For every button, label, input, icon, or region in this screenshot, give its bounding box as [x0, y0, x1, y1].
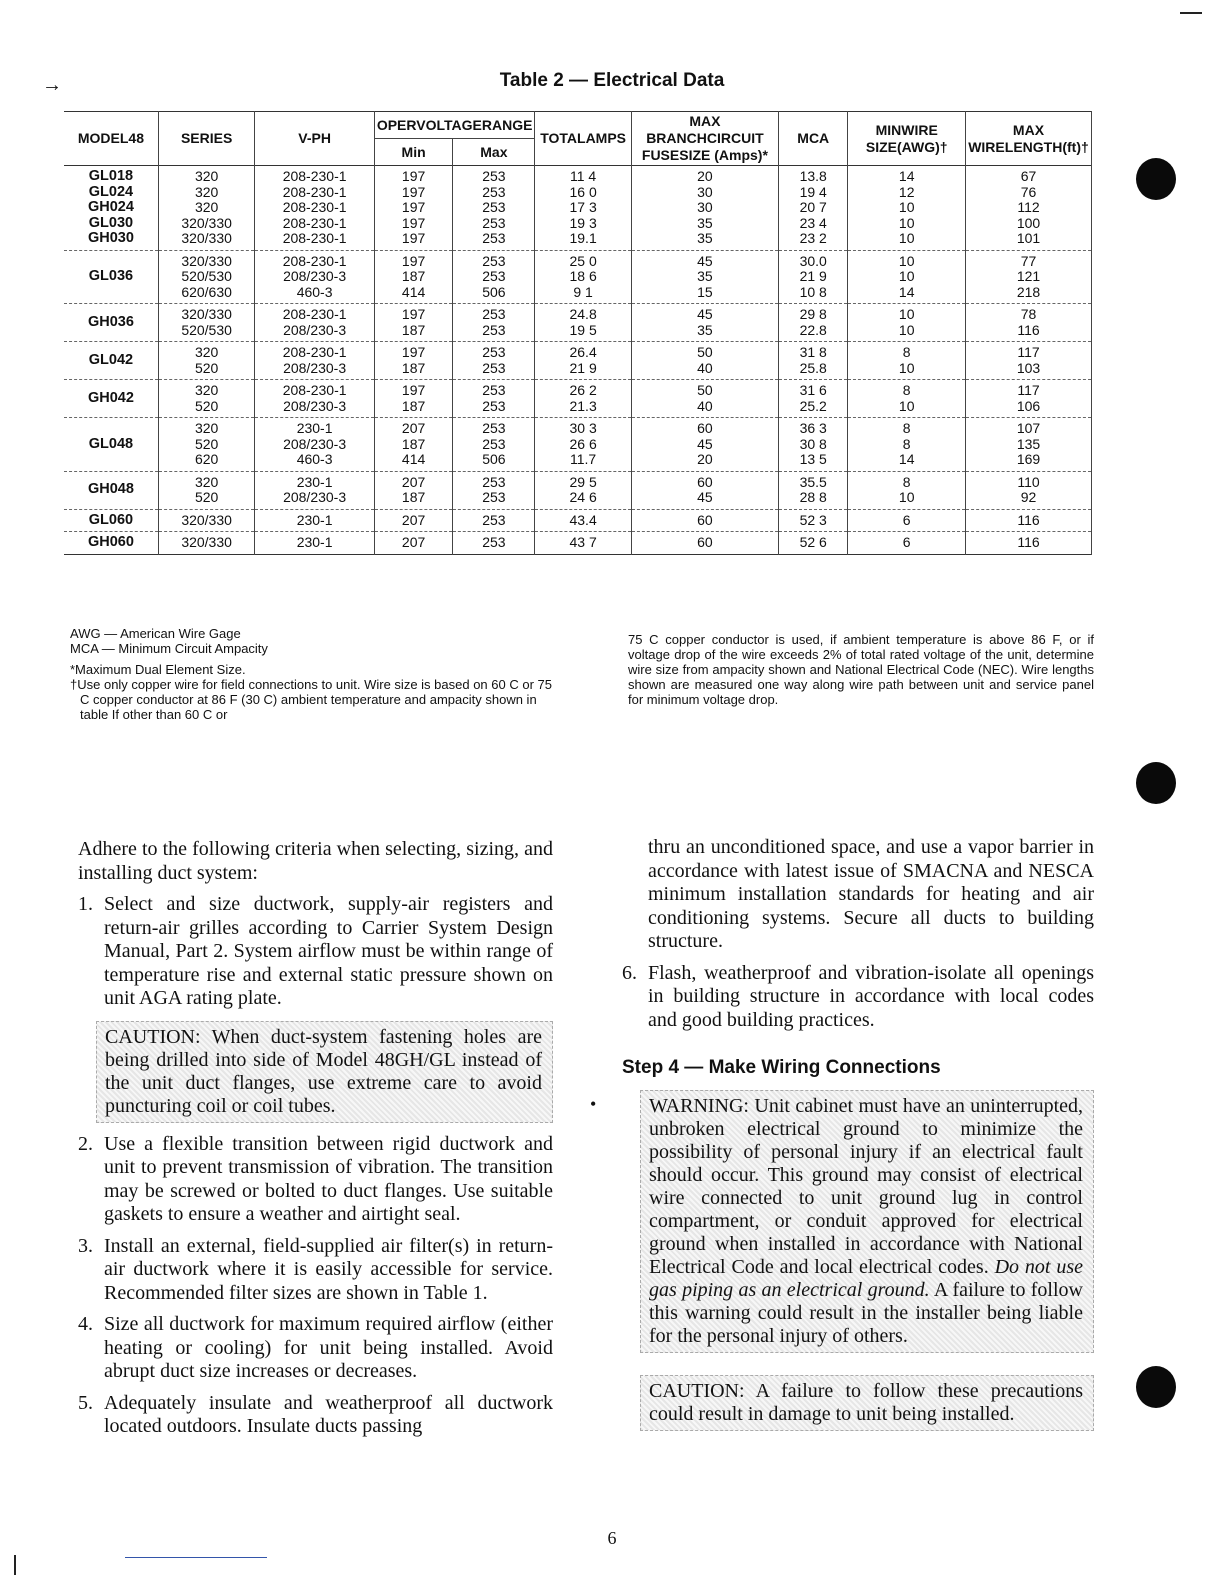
cell-mca: 36 3 30 8 13 5 — [779, 418, 848, 472]
cell-vph: 208-230-1 208/230-3 — [255, 380, 374, 418]
cell-length: 110 92 — [965, 471, 1091, 509]
header-series: SERIES — [158, 112, 255, 166]
cell-model: GH042 — [64, 380, 158, 418]
cell-total: 26.4 21 9 — [535, 342, 631, 380]
cell-vph: 230-1 208/230-3 — [255, 471, 374, 509]
cell-total: 29 5 24 6 — [535, 471, 631, 509]
cell-wire: 14 12 10 10 10 — [848, 166, 966, 251]
table-title: Table 2 — Electrical Data — [499, 70, 725, 91]
cell-min: 197 187 — [374, 380, 453, 418]
table-row — [64, 509, 1092, 532]
warning-box-ground: WARNING: Unit cabinet must have an uninterrupted, unbroken electrical ground to minimize the possibility of personal injury if an electrical fault should occur. This ground may consist of electrical wire connected to unit ground lug in control compartment, or conduit approved for electrical ground when installed in accordance with National Electrical Code and local electrical codes. Do not use gas piping as an electrical ground. A failure to follow this warning could result in the installer being liable for the personal injury of others. — [640, 1090, 1094, 1353]
intro-paragraph: Adhere to the following criteria when selecting, sizing, and installing duct system: — [78, 838, 553, 884]
cell-vph: 230-1 — [255, 532, 374, 555]
header-fuse: MAX BRANCHCIRCUIT FUSESIZE (Amps)* — [631, 112, 778, 166]
cell-wire: 8 10 — [848, 380, 966, 418]
table-notes-right: 75 C copper conductor is used, if ambient temperature is above 86 F, or if voltage drop of the wire exceeds 2% of total rated voltage of the unit, determine wire size from ampacity shown and National Electrical Code (NEC). Wire lengths shown are measured one way along wire path between unit and service panel for minimum voltage drop. — [628, 632, 1094, 707]
cell-min: 197 187 — [374, 342, 453, 380]
list-item: 1. Select and size ductwork, supply-air registers and return-air grilles according to Carrier System Design Manual, Part 2. System airflow must be within range of temperature rise and external static pressure shown on unit AGA rating plate. — [78, 893, 553, 1009]
list-item: 6. Flash, weatherproof and vibration-isolate all openings in building structure in accordance with local codes and good building practices. — [622, 961, 1094, 1031]
cell-wire: 6 — [848, 509, 966, 532]
cell-fuse: 60 — [631, 509, 778, 532]
cell-max: 253 253 — [453, 304, 535, 342]
cell-total: 43.4 — [535, 509, 631, 532]
header-wire-length: MAX WIRELENGTH(ft)† — [965, 112, 1091, 166]
cell-total: 43 7 — [535, 532, 631, 555]
margin-mark — [14, 1555, 16, 1575]
cell-total: 25 0 18 6 9 1 — [535, 250, 631, 304]
cell-min: 197 187 414 — [374, 250, 453, 304]
cell-fuse: 60 45 20 — [631, 418, 778, 472]
cell-min: 197 187 — [374, 304, 453, 342]
cell-series: 320 520 — [158, 342, 255, 380]
cell-series: 320 520 620 — [158, 418, 255, 472]
top-edge-mark — [1180, 12, 1202, 14]
left-column — [78, 838, 553, 1439]
cell-vph: 208-230-1 208/230-3 460-3 — [255, 250, 374, 304]
note-copper: †Use only copper wire for field connections to unit. Wire size is based on 60 C or 75 C copper conductor at 86 F (30 C) ambient temperature and ampacity shown in table If other than 60 C or — [70, 677, 552, 722]
cell-max: 253 253 — [453, 471, 535, 509]
header-mca: MCA — [779, 112, 848, 166]
binder-hole-bottom — [1136, 1366, 1176, 1408]
cell-mca: 52 3 — [779, 509, 848, 532]
cell-vph: 208-230-1 208/230-3 — [255, 304, 374, 342]
header-wire-size: MINWIRE SIZE(AWG)† — [848, 112, 966, 166]
cell-vph: 208-230-1 208-230-1 208-230-1 208-230-1 208-230-1 — [255, 166, 374, 251]
table-row — [64, 532, 1092, 555]
note-mca: MCA — Minimum Circuit Ampacity — [70, 641, 268, 656]
right-column — [622, 836, 1094, 1441]
cell-length: 117 106 — [965, 380, 1091, 418]
cell-max: 253 253 506 — [453, 250, 535, 304]
cell-length: 77 121 218 — [965, 250, 1091, 304]
cell-wire: 8 8 14 — [848, 418, 966, 472]
note-max-dual: *Maximum Dual Element Size. — [70, 662, 246, 677]
cell-fuse: 60 45 — [631, 471, 778, 509]
margin-bullet: • — [590, 1094, 597, 1114]
margin-arrow: → — [42, 74, 62, 96]
header-oper-voltage: OPERVOLTAGERANGE — [374, 112, 535, 139]
table-row — [64, 380, 1092, 418]
cell-length: 107 135 169 — [965, 418, 1091, 472]
cell-max: 253 — [453, 532, 535, 555]
table-row — [64, 250, 1092, 304]
cell-max: 253 253 506 — [453, 418, 535, 472]
header-vph: V-PH — [255, 112, 374, 166]
cell-series: 320/330 520/530 620/630 — [158, 250, 255, 304]
cell-wire: 10 10 14 — [848, 250, 966, 304]
cell-series: 320 520 — [158, 380, 255, 418]
cell-max: 253 253 — [453, 380, 535, 418]
header-model: MODEL48 — [64, 112, 158, 166]
cell-fuse: 20 30 30 35 35 — [631, 166, 778, 251]
cell-wire: 10 10 — [848, 304, 966, 342]
header-max: Max — [453, 139, 535, 166]
cell-min: 197 197 197 197 197 — [374, 166, 453, 251]
cell-length: 116 — [965, 532, 1091, 555]
cell-length: 117 103 — [965, 342, 1091, 380]
cell-model: GL018 GL024 GH024 GL030 GH030 — [64, 166, 158, 251]
cell-max: 253 253 — [453, 342, 535, 380]
cell-model: GH060 — [64, 532, 158, 555]
cell-min: 207 — [374, 532, 453, 555]
cell-wire: 8 10 — [848, 342, 966, 380]
table-row — [64, 342, 1092, 380]
cell-series: 320/330 520/530 — [158, 304, 255, 342]
header-total-amps: TOTALAMPS — [535, 112, 631, 166]
cell-length: 67 76 112 100 101 — [965, 166, 1091, 251]
cell-fuse: 45 35 — [631, 304, 778, 342]
list-item: 3. Install an external, field-supplied air filter(s) in return-air ductwork where it is easily accessible for service. Recommended filter sizes are shown in Table 1. — [78, 1234, 553, 1304]
cell-series: 320/330 — [158, 509, 255, 532]
caution-box-duct: CAUTION: When duct-system fastening holes are being drilled into side of Model 48GH/GL instead of the unit duct flanges, use extreme care to avoid puncturing coil or coil tubes. — [96, 1021, 553, 1123]
cell-max: 253 — [453, 509, 535, 532]
cell-series: 320/330 — [158, 532, 255, 555]
table-row — [64, 418, 1092, 472]
cell-model: GL042 — [64, 342, 158, 380]
cell-vph: 230-1 208/230-3 460-3 — [255, 418, 374, 472]
list-item: 5. Adequately insulate and weatherproof all ductwork located outdoors. Insulate ducts passing — [78, 1391, 553, 1437]
cell-mca: 52 6 — [779, 532, 848, 555]
cell-model: GH048 — [64, 471, 158, 509]
table-row — [64, 471, 1092, 509]
cell-length: 78 116 — [965, 304, 1091, 342]
cell-model: GH036 — [64, 304, 158, 342]
cell-model: GL060 — [64, 509, 158, 532]
list-item: 2. Use a flexible transition between rigid ductwork and unit to prevent transmission of vibration. The transition may be screwed or bolted to duct flanges. Use suitable gaskets to ensure a weather and airtight seal. — [78, 1132, 553, 1225]
cell-fuse: 50 40 — [631, 342, 778, 380]
note-awg: AWG — American Wire Gage — [70, 626, 241, 641]
cell-fuse: 50 40 — [631, 380, 778, 418]
cell-mca: 13.8 19 4 20 7 23 4 23 2 — [779, 166, 848, 251]
table-notes-left — [70, 626, 560, 722]
cell-max: 253 253 253 253 253 — [453, 166, 535, 251]
list-item: 4. Size all ductwork for maximum required airflow (either heating or cooling) for unit being installed. Avoid abrupt duct size increases or decreases. — [78, 1313, 553, 1382]
cell-vph: 208-230-1 208/230-3 — [255, 342, 374, 380]
table-body — [64, 166, 1092, 555]
cell-model: GL036 — [64, 250, 158, 304]
table-row — [64, 166, 1092, 251]
page-number: 6 — [607, 1528, 617, 1548]
header-min: Min — [374, 139, 453, 166]
cell-series: 320 520 — [158, 471, 255, 509]
footer-rule — [125, 1557, 267, 1558]
cell-total: 26 2 21.3 — [535, 380, 631, 418]
cell-length: 116 — [965, 509, 1091, 532]
cell-min: 207 187 — [374, 471, 453, 509]
cell-wire: 8 10 — [848, 471, 966, 509]
cell-min: 207 — [374, 509, 453, 532]
binder-hole-top — [1136, 158, 1176, 200]
cell-vph: 230-1 — [255, 509, 374, 532]
binder-hole-middle — [1136, 762, 1176, 804]
item5-continuation: thru an unconditioned space, and use a vapor barrier in accordance with latest issue of SMACNA and NESCA minimum installation standards for heating and air conditioning systems. Secure all ducts to building structure. — [648, 836, 1094, 952]
table-row — [64, 304, 1092, 342]
cell-mca: 30.0 21 9 10 8 — [779, 250, 848, 304]
cell-fuse: 60 — [631, 532, 778, 555]
cell-mca: 35.5 28 8 — [779, 471, 848, 509]
cell-series: 320 320 320 320/330 320/330 — [158, 166, 255, 251]
step4-heading: Step 4 — Make Wiring Connections — [622, 1057, 941, 1078]
cell-min: 207 187 414 — [374, 418, 453, 472]
cell-fuse: 45 35 15 — [631, 250, 778, 304]
cell-total: 11 4 16 0 17 3 19 3 19.1 — [535, 166, 631, 251]
cell-mca: 31 6 25.2 — [779, 380, 848, 418]
caution-box-precautions: CAUTION: A failure to follow these precautions could result in damage to unit being installed. — [640, 1375, 1094, 1431]
cell-total: 30 3 26 6 11.7 — [535, 418, 631, 472]
cell-total: 24.8 19 5 — [535, 304, 631, 342]
cell-model: GL048 — [64, 418, 158, 472]
electrical-data-table — [64, 111, 1092, 555]
cell-mca: 31 8 25.8 — [779, 342, 848, 380]
cell-wire: 6 — [848, 532, 966, 555]
cell-mca: 29 8 22.8 — [779, 304, 848, 342]
